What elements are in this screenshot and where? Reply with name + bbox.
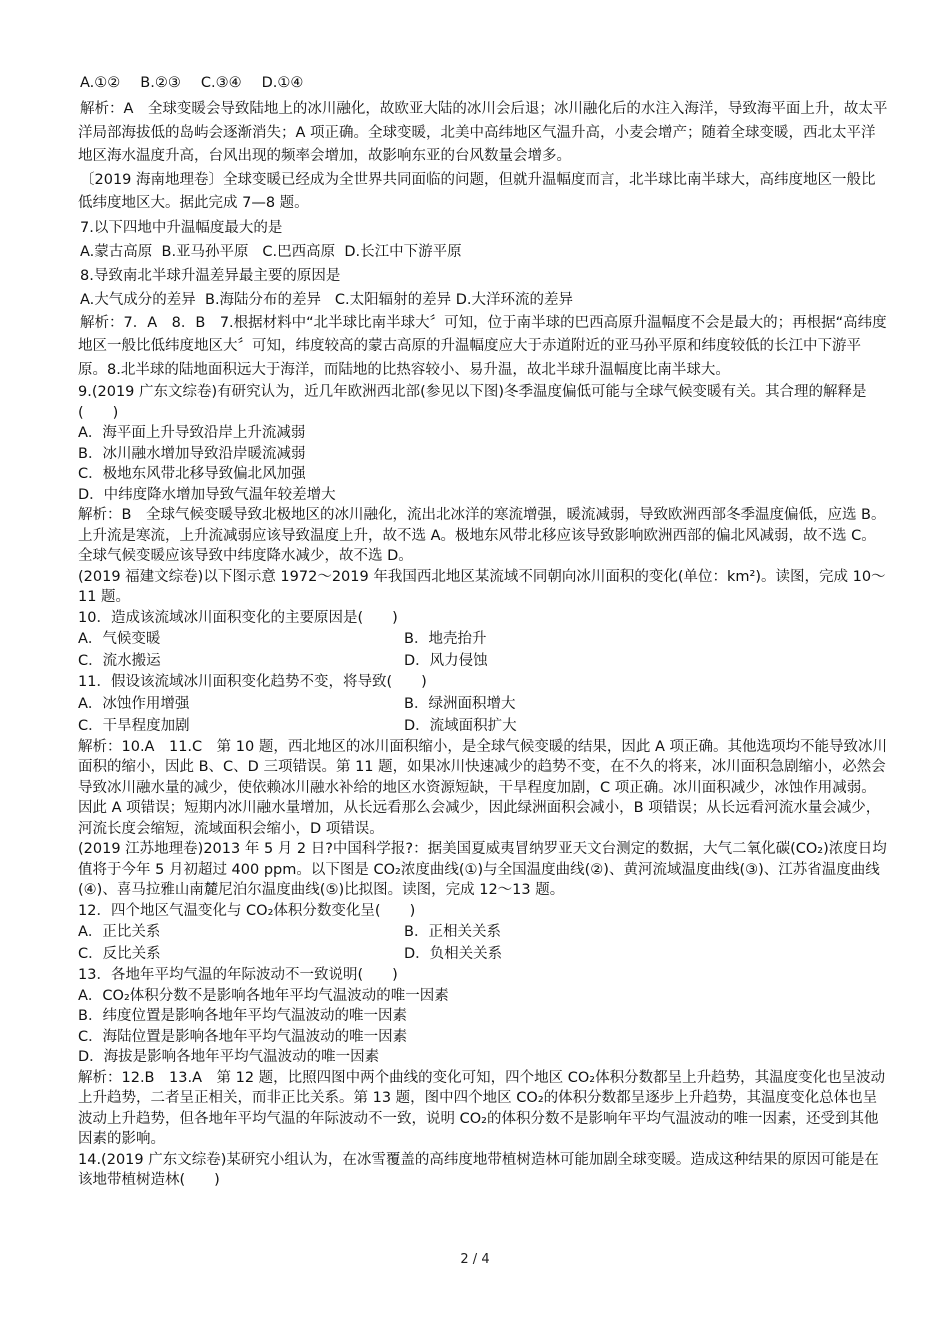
- question-13: 13．各地年平均气温的年际波动不一致说明( ): [78, 967, 398, 983]
- question-9-option-b: B．冰川融水增加导致沿岸暖流减弱: [78, 445, 306, 462]
- intro-paragraph-12-13: (2019 江苏地理卷)2013 年 5 月 2 日?中国科学报?：据美国夏威夷冒纳罗亚天文台测定的数据，大气二氧化碳(CO₂)浓度日均值将于今年 5 月初超过 400 ppm。以下图是 CO₂浓度曲线(①)与全国温度曲线(②)、黄河流域温度曲线(③)、江苏省温度曲线(④)、喜马拉雅山南麓尼泊尔温度曲线(⑤)比拟图。读图，完成 12～13 题。: [78, 841, 887, 898]
- question-12: 12．四个地区气温变化与 CO₂体积分数变化呈( ): [78, 902, 416, 919]
- question-12-13-block: [78, 901, 888, 1191]
- question-11-option-a: A．冰蚀作用增强: [78, 695, 190, 712]
- question-8-options: A.大气成分的差异 B.海陆分布的差异 C.太阳辐射的差异 D.大洋环流的差异: [80, 291, 573, 308]
- question-9-option-a: A．海平面上升导致沿岸上升流减弱: [78, 425, 306, 441]
- question-12-option-c: C．反比关系: [78, 946, 161, 962]
- analysis-paragraph-1: 解析：A 全球变暖会导致陆地上的冰川融化，故欧亚大陆的冰川会后退；冰川融化后的水注入海洋，导致海平面上升，故太平洋局部海拔低的岛屿会逐渐消失；A 项正确。全球变暖，北美中高纬地区气温升高，小麦会增产；随着全球变暖，西北太平洋地区海水温度升高，台风出现的频率会增加，故影响东亚的台风数量会增多。: [78, 101, 888, 164]
- analysis-paragraph-9: 解析：B 全球气候变暖导致北极地区的冰川融化，流出北冰洋的寒流增强，暖流减弱，导致欧洲西部冬季温度偏低，应选 B。上升流是寒流，上升流减弱应该导致温度上升，故不选 A。极地东风带北移应该导致影响欧洲西部的偏北风减弱，故不选 C。全球气候变暖应该导致中纬度降水减少，故不选 D。: [78, 507, 886, 564]
- question-12-options-row-1: [78, 921, 888, 943]
- page-number: 2 / 4: [460, 1252, 490, 1267]
- analysis-paragraph-10-11: 解析：10.A 11.C 第 10 题，西北地区的冰川面积缩小，是全球气候变暖的结果，因此 A 项正确。其他选项均不能导致冰川面积的缩小，因此 B、C、D 三项错误。第 11 题，如果冰川快速减少的趋势不变，在不久的将来，冰川面积急剧缩小，必然会导致冰川融水量的减少，使依赖冰川融水补给的地区水资源短缺，干旱程度加剧，C 项正确。冰川面积减少，冰蚀作用减弱。因此 A 项错误；短期内冰川融水量增加，从长远看那么会减少，因此绿洲面积会减小，B 项错误；从长远看河流水量会减少，河流长度会缩短，流域面积会缩小，D 项错误。: [78, 738, 887, 837]
- question-11-options-row-2: [78, 715, 888, 737]
- question-11-option-d: D．流域面积扩大: [404, 717, 517, 734]
- question-11-option-b: B．绿洲面积增大: [404, 695, 516, 712]
- question-13-option-d: D．海拔是影响各地年平均气温波动的唯一因素: [78, 1049, 380, 1065]
- analysis-paragraph-12-13: 解析：12.B 13.A 第 12 题，比照四图中两个曲线的变化可知，四个地区 CO₂体积分数都呈上升趋势，其温度变化也呈波动上升趋势，二者呈正相关，而非正比关系。第 13 题，图中四个地区 CO₂的体积分数都呈逐步上升趋势，其温度变化总体也呈波动上升趋势，但各地年平均气温的年际波动不一致，说明 CO₂的体积分数不是影响年平均气温波动的唯一因素，还受到其他因素的影响。: [78, 1069, 886, 1147]
- question-10-option-c: C．流水搬运: [78, 653, 161, 669]
- question-9: 9.(2019 广东文综卷)有研究认为，近几年欧洲西北部(参见以下图)冬季温度偏低可能与全球气候变暖有关。其合理的解释是( ): [78, 384, 867, 421]
- option-b: B.②③: [140, 75, 181, 91]
- question-10-option-b: B．地壳抬升: [404, 631, 487, 647]
- option-c: C.③④: [200, 75, 242, 91]
- question-13-option-b: B．纬度位置是影响各地年平均气温波动的唯一因素: [78, 1008, 407, 1024]
- question-8: 8.导致南北半球升温差异最主要的原因是: [80, 267, 341, 284]
- question-13-option-a: A．CO₂体积分数不是影响各地年平均气温波动的唯一因素: [78, 987, 449, 1004]
- question-7-options: A.蒙古高原 B.亚马孙平原 C.巴西高原 D.长江中下游平原: [80, 243, 462, 260]
- intro-paragraph-7-8: 〔2019 海南地理卷〕全球变暖已经成为全世界共同面临的问题，但就升温幅度而言，北半球比南半球大，高纬度地区一般比低纬度地区大。据此完成 7—8 题。: [78, 171, 876, 211]
- question-9-option-d: D．中纬度降水增加导致气温年较差增大: [78, 486, 336, 503]
- question-14: 14.(2019 广东文综卷)某研究小组认为，在冰雪覆盖的高纬度地带植树造林可能加剧全球变暖。造成这种结果的原因可能是在该地带植树造林( ): [78, 1151, 879, 1188]
- question-10-options-row-1: [78, 628, 888, 650]
- question-10-11-block: [78, 608, 888, 901]
- intro-paragraph-10-11: (2019 福建文综卷)以下图示意 1972～2019 年我国西北地区某流域不同朝向冰川面积的变化(单位：km²)。读图，完成 10～11 题。: [78, 568, 886, 605]
- question-10-option-d: D．风力侵蚀: [404, 653, 488, 669]
- question-10-option-a: A．气候变暖: [78, 631, 161, 647]
- question-11-option-c: C．干旱程度加剧: [78, 717, 190, 734]
- option-d: D.①④: [261, 75, 304, 91]
- question-12-option-d: D．负相关关系: [404, 946, 503, 962]
- answer-options-line: [78, 72, 888, 94]
- question-12-option-a: A．正比关系: [78, 924, 161, 940]
- question-13-option-c: C．海陆位置是影响各地年平均气温波动的唯一因素: [78, 1028, 408, 1045]
- question-11: 11．假设该流域冰川面积变化趋势不变，将导致( ): [78, 674, 427, 690]
- question-10: 10．造成该流域冰川面积变化的主要原因是( ): [78, 609, 398, 626]
- question-11-options-row-1: [78, 693, 888, 715]
- question-12-option-b: B．正相关关系: [404, 924, 501, 940]
- question-12-options-row-2: [78, 943, 888, 965]
- option-a: A.①②: [80, 75, 121, 91]
- question-7: 7.以下四地中升温幅度最大的是: [80, 219, 283, 236]
- analysis-paragraph-7-8: 解析：7．A 8．B 7.根据材料中“北半球比南半球大〞可知，位于南半球的巴西高原升温幅度不会是最大的；再根据“高纬度地区一般比低纬度地区大〞可知，纬度较高的蒙古高原的升温幅度应大于赤道附近的亚马孙平原和纬度较低的长江中下游平原。8.北半球的陆地面积远大于海洋，而陆地的比热容较小、易升温，故北半球升温幅度比南半球大。: [78, 314, 887, 378]
- question-9-option-c: C．极地东风带北移导致偏北风加强: [78, 466, 306, 482]
- question-10-options-row-2: [78, 650, 888, 672]
- document-page: [78, 72, 888, 1191]
- question-9-block: [78, 382, 888, 608]
